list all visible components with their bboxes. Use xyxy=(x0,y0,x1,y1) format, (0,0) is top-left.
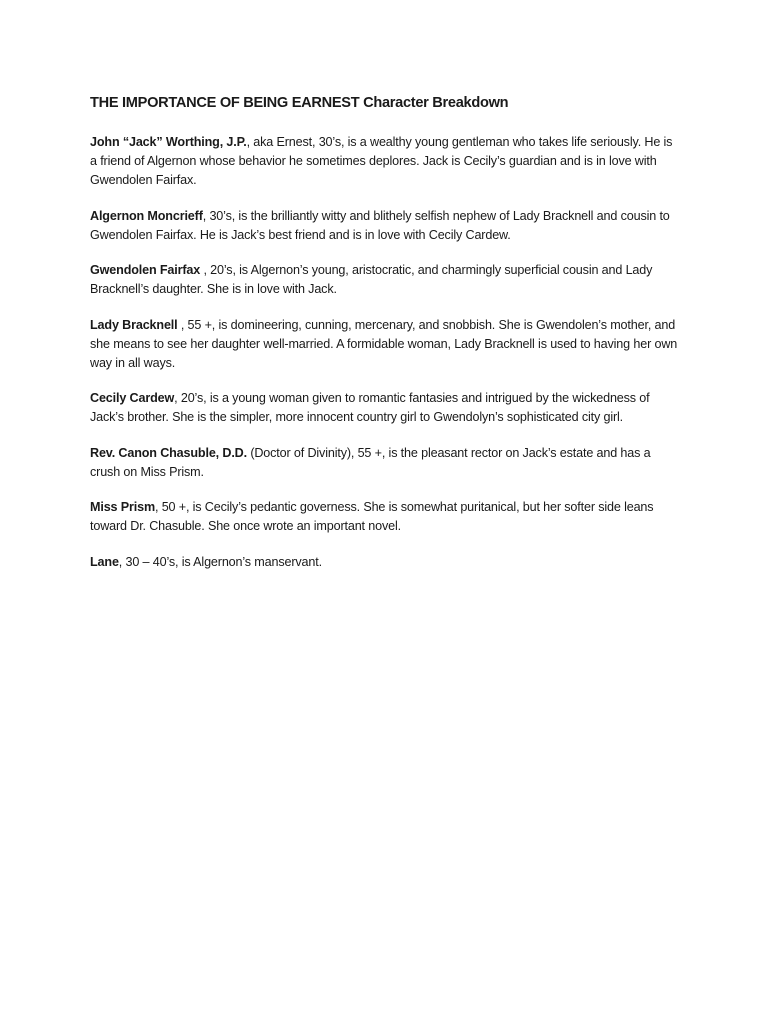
character-entry-miss-prism xyxy=(90,498,680,536)
character-entry-jack xyxy=(90,133,680,190)
character-name: Lane xyxy=(90,554,119,569)
character-name: Gwendolen Fairfax xyxy=(90,263,201,277)
character-entry-lane xyxy=(90,553,680,572)
character-name: Algernon Moncrieff xyxy=(90,208,203,223)
character-name: John “Jack” Worthing, J.P. xyxy=(90,135,247,149)
character-name: Rev. Canon Chasuble, D.D. xyxy=(90,445,247,460)
character-description: , 20’s, is a young woman given to romantic fantasies and intrigued by the wickedness of Jack’s brother. She is the simpler, more innocent country girl to Gwendolyn’s sophisticated city girl. xyxy=(90,391,650,424)
character-description: , 50 +, is Cecily’s pedantic governess. She is somewhat puritanical, but her softer side leans toward Dr. Chasuble. She once wrote an important novel. xyxy=(90,500,654,533)
character-description: , 55 +, is domineering, cunning, mercenary, and snobbish. She is Gwendolen’s mother, and she means to see her daughter well-married. A formidable woman, Lady Bracknell is used to having her own way in all ways. xyxy=(90,317,678,370)
character-name: Lady Bracknell xyxy=(90,317,178,332)
document-page xyxy=(90,93,680,588)
character-entry-gwendolen xyxy=(90,261,680,299)
character-name: Miss Prism xyxy=(90,500,155,514)
character-description: (Doctor of Divinity), 55 +, is the pleasant rector on Jack’s estate and has a crush on Miss Prism. xyxy=(90,445,651,479)
character-description: , 30 – 40’s, is Algernon’s manservant. xyxy=(118,554,322,569)
document-title: THE IMPORTANCE OF BEING EARNEST Character Breakdown xyxy=(90,95,509,111)
character-description: , 20’s, is Algernon’s young, aristocratic, and charmingly superficial cousin and Lady Bracknell’s daughter. She is in love with Jack. xyxy=(90,263,653,296)
character-entry-cecily xyxy=(90,389,680,427)
character-name: Cecily Cardew xyxy=(90,391,175,405)
character-entry-lady-bracknell xyxy=(90,316,680,373)
character-entry-chasuble xyxy=(90,444,680,482)
character-description: , 30’s, is the brilliantly witty and blithely selfish nephew of Lady Bracknell and cousin to Gwendolen Fairfax. He is Jack’s best friend and is in love with Cecily Cardew. xyxy=(90,208,670,242)
character-description: , aka Ernest, 30’s, is a wealthy young gentleman who takes life seriously. He is a friend of Algernon whose behavior he sometimes deplores. Jack is Cecily’s guardian and is in love with Gwendolen Fairfax. xyxy=(90,135,673,187)
character-entry-algernon xyxy=(90,207,680,245)
